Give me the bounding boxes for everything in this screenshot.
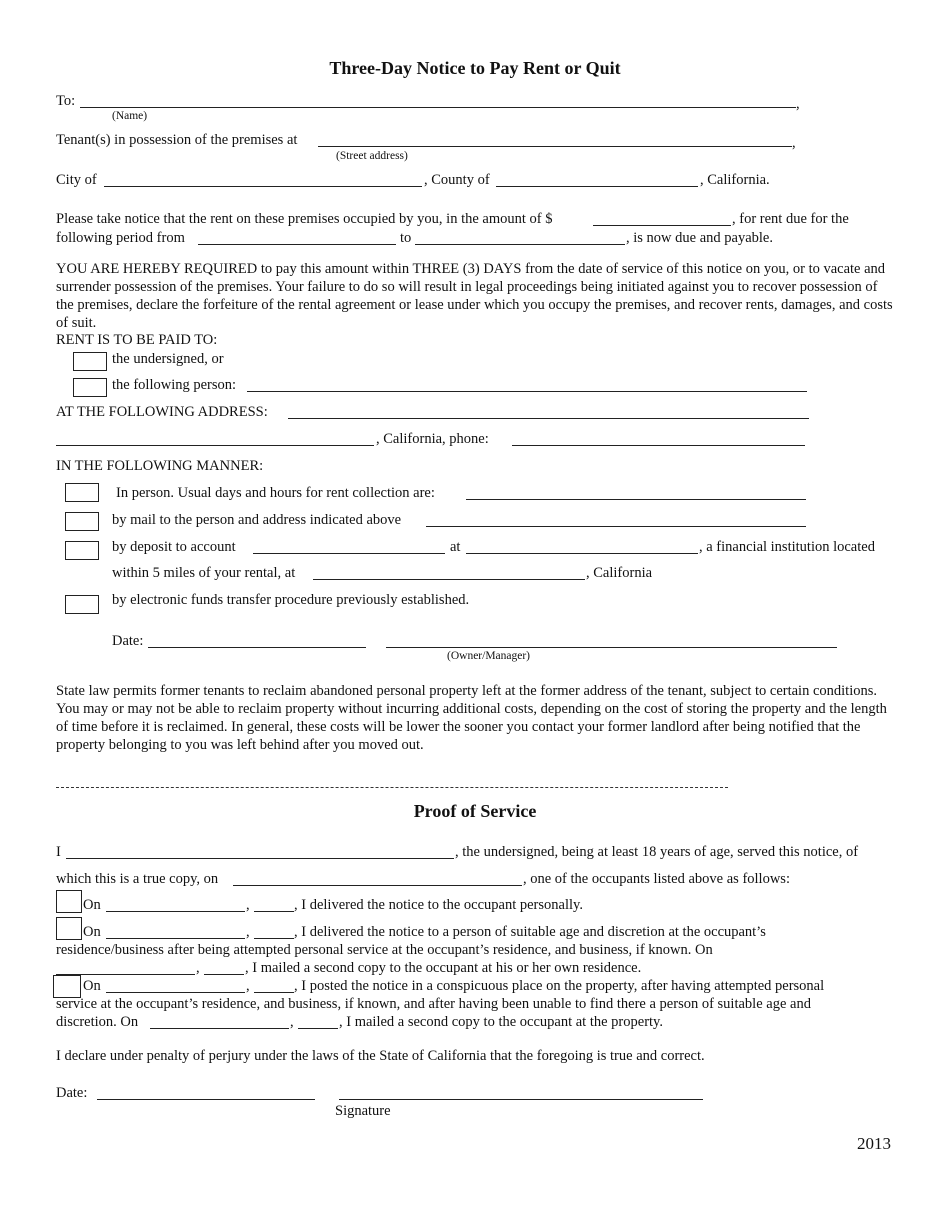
signature-caption: Signature bbox=[335, 1103, 391, 1119]
opt3-mail-year-field[interactable] bbox=[298, 1015, 338, 1033]
declaration: I declare under penalty of perjury under the laws of the State of California that the foregoing is true and correct. bbox=[56, 1048, 705, 1064]
deposit-label-c: , a financial institution located bbox=[699, 539, 875, 555]
opt2-year-field[interactable] bbox=[254, 925, 294, 943]
notice-line2-b: to bbox=[400, 230, 412, 246]
by-mail-checkbox[interactable] bbox=[65, 512, 99, 531]
deposit-institution-field[interactable] bbox=[466, 540, 698, 558]
deposit-label-b: at bbox=[450, 539, 461, 555]
opt3-comma: , bbox=[246, 978, 250, 994]
eft-checkbox[interactable] bbox=[65, 595, 99, 614]
opt3-line2: service at the occupant’s residence, and business, if known, and after having been unable to find there a person of suitable age and bbox=[56, 996, 811, 1012]
city-field[interactable] bbox=[104, 173, 422, 191]
to-label: To: bbox=[56, 93, 76, 109]
proof-date-label: Date: bbox=[56, 1085, 88, 1101]
proof-copy-a: which this is a true copy, on bbox=[56, 871, 219, 887]
required-paragraph: YOU ARE HEREBY REQUIRED to pay this amount within THREE (3) DAYS from the date of service of this notice on you, or to vacate and surrender possession of the premises. Your failure to do so will result in legal proceedings being initiated against you to recover possession of the premises, declare the forfeiture of the rental agreement or lease under which you occupy the premises, and recover rents, damages, and costs of suit. bbox=[56, 261, 893, 331]
opt3-tail: , I posted the notice in a conspicuous place on the property, after having attempted personal bbox=[294, 978, 825, 994]
in-person-hours-field[interactable] bbox=[466, 486, 806, 504]
opt1-comma: , bbox=[246, 897, 250, 913]
opt3-date-field[interactable] bbox=[106, 979, 245, 997]
period-from-field[interactable] bbox=[198, 231, 396, 249]
opt2-comma: , bbox=[246, 924, 250, 940]
deposit-account-field[interactable] bbox=[253, 540, 445, 558]
service-date-field[interactable] bbox=[233, 872, 522, 890]
opt3-mail-date-field[interactable] bbox=[150, 1015, 289, 1033]
personal-service-checkbox[interactable] bbox=[56, 890, 82, 913]
notice-line1-b: , for rent due for the bbox=[732, 211, 849, 227]
street-address-field[interactable]: , bbox=[318, 133, 796, 151]
opt2-line3: , I mailed a second copy to the occupant at his or her own residence. bbox=[245, 960, 642, 976]
following-person-checkbox[interactable] bbox=[73, 378, 107, 397]
notice-date-label: Date: bbox=[112, 633, 144, 649]
period-to-field[interactable] bbox=[415, 231, 625, 249]
opt1-tail: , I delivered the notice to the occupant personally. bbox=[294, 897, 583, 913]
address-field[interactable] bbox=[288, 405, 809, 423]
undersigned-label: the undersigned, or bbox=[112, 351, 224, 367]
opt2-tail: , I delivered the notice to a person of suitable age and discretion at the occupant’s bbox=[294, 924, 766, 940]
following-person-label: the following person: bbox=[112, 377, 237, 393]
deposit-label-e: , California bbox=[586, 565, 653, 581]
footer-year: 2013 bbox=[857, 1134, 891, 1153]
proof-i-label: I bbox=[56, 844, 61, 860]
opt2-date-field[interactable] bbox=[106, 925, 245, 943]
by-mail-label: by mail to the person and address indicated above bbox=[112, 512, 402, 528]
opt1-year-field[interactable] bbox=[254, 898, 294, 916]
following-person-field[interactable] bbox=[247, 378, 807, 396]
proof-date-field[interactable] bbox=[97, 1086, 315, 1104]
california-phone-label: , California, phone: bbox=[376, 431, 489, 447]
rent-amount-field[interactable] bbox=[593, 212, 731, 230]
posting-service-checkbox[interactable] bbox=[53, 975, 81, 998]
address-label: AT THE FOLLOWING ADDRESS: bbox=[56, 404, 268, 420]
state-label: , California. bbox=[700, 172, 770, 188]
city-label: City of bbox=[56, 172, 97, 188]
phone-field[interactable] bbox=[512, 432, 805, 450]
opt3-line3b: , I mailed a second copy to the occupant at the property. bbox=[339, 1014, 663, 1030]
notice-line2-c: , is now due and payable. bbox=[626, 230, 773, 246]
street-caption: (Street address) bbox=[336, 150, 408, 162]
proof-copy-b: , one of the occupants listed above as follows: bbox=[523, 871, 790, 887]
opt2-line2: residence/business after being attempted personal service at the occupant’s residence, and business, if known. On bbox=[56, 942, 713, 958]
opt1-date-field[interactable] bbox=[106, 898, 245, 916]
county-field[interactable] bbox=[496, 173, 698, 191]
name-caption: (Name) bbox=[112, 110, 148, 122]
in-person-label: In person. Usual days and hours for rent collection are: bbox=[116, 485, 435, 501]
payee-heading: RENT IS TO BE PAID TO: bbox=[56, 332, 218, 348]
opt1-on: On bbox=[83, 897, 101, 913]
notice-date-field[interactable] bbox=[148, 634, 366, 652]
in-person-checkbox[interactable] bbox=[65, 483, 99, 502]
proof-i-text: , the undersigned, being at least 18 years of age, served this notice, of bbox=[455, 844, 859, 860]
page-title: Three-Day Notice to Pay Rent or Quit bbox=[329, 58, 621, 78]
opt3-year-field[interactable] bbox=[254, 979, 294, 997]
cut-line bbox=[56, 787, 728, 788]
opt3-line3-comma: , bbox=[290, 1014, 294, 1030]
proof-title: Proof of Service bbox=[413, 801, 537, 821]
opt3-line3a: discretion. On bbox=[56, 1014, 139, 1030]
owner-caption: (Owner/Manager) bbox=[447, 650, 531, 662]
notice-line1-a: Please take notice that the rent on these premises occupied by you, in the amount of $ bbox=[56, 211, 553, 227]
substitute-service-checkbox[interactable] bbox=[56, 917, 82, 940]
deposit-label-d: within 5 miles of your rental, at bbox=[112, 565, 296, 581]
state-law-paragraph: State law permits former tenants to reclaim abandoned personal property left at the former address of the tenant, subject to certain conditions. You may or may not be able to reclaim property without incurring additional costs, depending on the cost of storing the property and the length of time before it is reclaimed. In general, these costs will be lower the sooner you contact your former landlord after being notified that the property belonging to you was left behind after you moved out. bbox=[56, 683, 887, 753]
manner-heading: IN THE FOLLOWING MANNER: bbox=[56, 458, 264, 474]
opt2-line3-comma: , bbox=[196, 960, 200, 976]
county-label: , County of bbox=[424, 172, 490, 188]
address-line2-field[interactable] bbox=[56, 432, 374, 450]
eft-label: by electronic funds transfer procedure previously established. bbox=[112, 592, 470, 608]
tenant-label: Tenant(s) in possession of the premises at bbox=[56, 132, 298, 148]
undersigned-checkbox[interactable] bbox=[73, 352, 107, 371]
notice-line2-a: following period from bbox=[56, 230, 185, 246]
deposit-location-field[interactable] bbox=[313, 566, 585, 584]
proof-signature-field[interactable] bbox=[339, 1086, 703, 1104]
deposit-checkbox[interactable] bbox=[65, 541, 99, 560]
to-name-field[interactable]: , bbox=[80, 94, 800, 112]
server-name-field[interactable] bbox=[66, 845, 454, 863]
opt2-on: On bbox=[83, 924, 101, 940]
opt3-on: On bbox=[83, 978, 101, 994]
opt2-mail-year-field[interactable] bbox=[204, 961, 244, 979]
by-mail-field[interactable] bbox=[426, 513, 806, 531]
deposit-label-a: by deposit to account bbox=[112, 539, 236, 555]
owner-signature-field[interactable] bbox=[386, 634, 837, 652]
